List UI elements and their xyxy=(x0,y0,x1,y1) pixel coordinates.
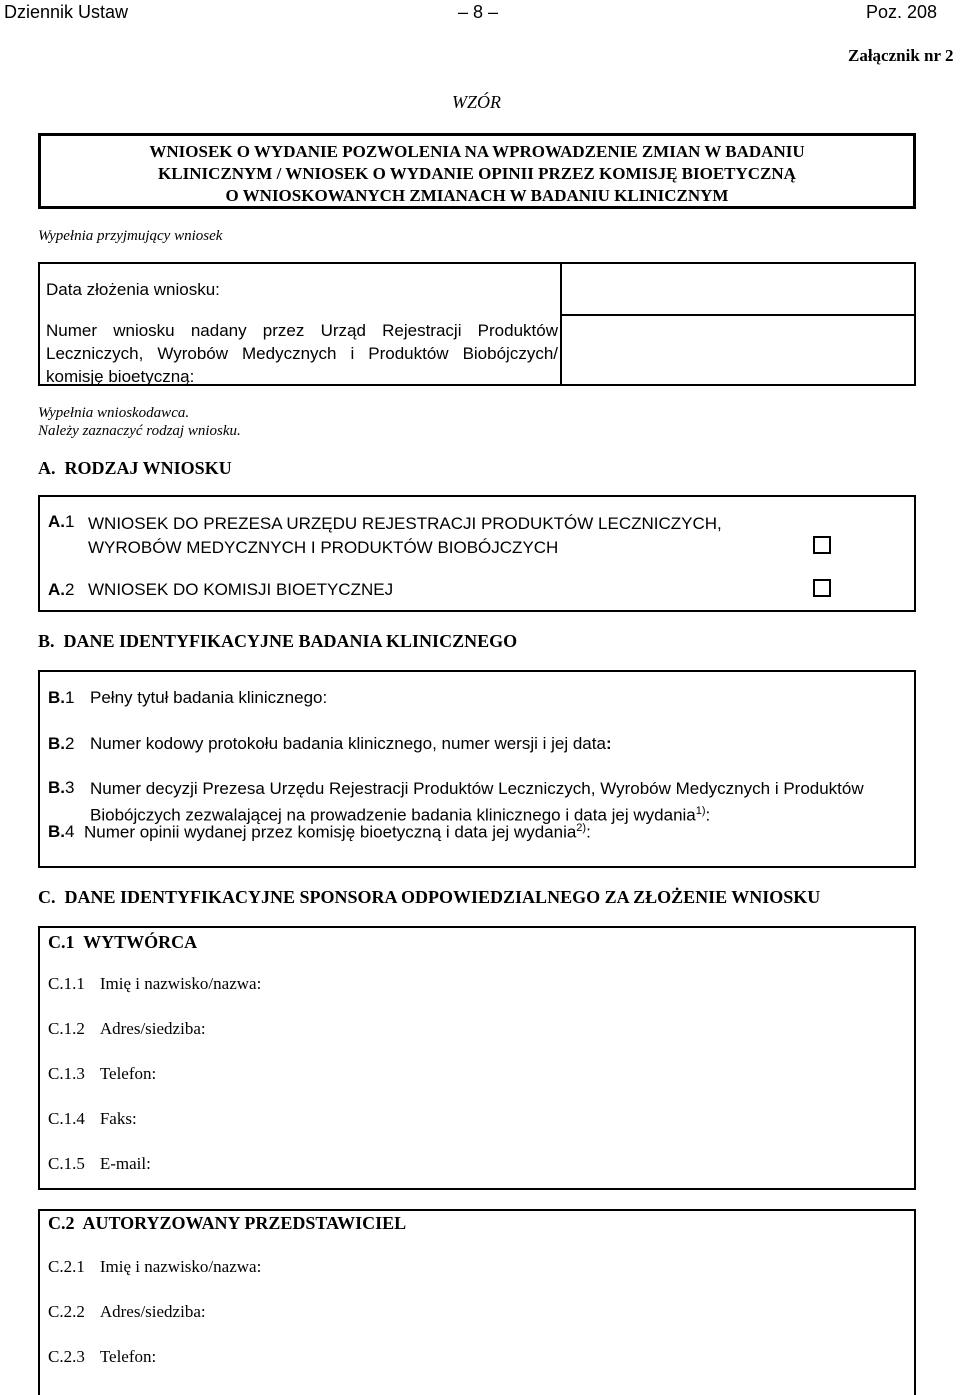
section-a-heading xyxy=(38,458,232,479)
template-label: WZÓR xyxy=(452,92,501,112)
c1-field-label: Faks: xyxy=(99,1109,137,1128)
b1-number-prefix: B. xyxy=(48,688,65,707)
c1-heading: C.1 WYTWÓRCA xyxy=(48,932,198,952)
applicant-note-line-1: Wypełnia wnioskodawca. xyxy=(38,405,190,421)
c1-field-row[interactable] xyxy=(48,1064,908,1084)
section-b-title: DANE IDENTYFIKACYJNE BADANIA KLINICZNEGO xyxy=(63,631,518,651)
b3-number xyxy=(48,778,74,798)
c2-field-number: C.2.2 xyxy=(48,1302,85,1321)
b4-label-colon: : xyxy=(586,822,591,842)
footnote-1-marker: 1) xyxy=(695,805,706,817)
section-b-heading xyxy=(38,631,517,652)
c2-field-label: Adres/siedziba: xyxy=(99,1302,206,1321)
b1-number-suffix: 1 xyxy=(65,688,75,707)
b2-label-colon: : xyxy=(605,734,612,753)
date-field[interactable] xyxy=(564,266,912,312)
c1-field-row[interactable] xyxy=(48,1154,908,1174)
c2-field-row[interactable] xyxy=(48,1347,908,1367)
date-label: Data złożenia wniosku: xyxy=(46,280,220,299)
b3-label-line-2-text: Biobójczych zezwalającej na prowadzenie badania klinicznego i data jej wydania xyxy=(90,805,696,825)
c1-field-number: C.1.2 xyxy=(48,1019,85,1038)
b4-label xyxy=(84,822,591,843)
c1-field-row[interactable] xyxy=(48,1019,908,1039)
a1-number-suffix: 1 xyxy=(65,512,75,531)
section-c-title: DANE IDENTYFIKACYJNE SPONSORA ODPOWIEDZIALNEGO ZA ZŁOŻENIE WNIOSKU xyxy=(64,887,821,907)
section-a-title: RODZAJ WNIOSKU xyxy=(64,458,232,478)
number-label-line-3: komisję bioetyczną: xyxy=(46,367,195,386)
a2-text: WNIOSEK DO KOMISJI BIOETYCZNEJ xyxy=(88,580,394,599)
journal-name: Dziennik Ustaw xyxy=(4,2,129,22)
a1-text xyxy=(88,512,722,560)
b4-number-prefix: B. xyxy=(48,822,65,841)
title-line-1: WNIOSEK O WYDANIE POZWOLENIA NA WPROWADZENIE ZMIAN W BADANIU xyxy=(149,142,805,161)
c2-field-row[interactable] xyxy=(48,1302,908,1322)
c1-field-number: C.1.4 xyxy=(48,1109,85,1128)
c1-field-row[interactable] xyxy=(48,1109,908,1129)
a1-text-line-2: WYROBÓW MEDYCZNYCH I PRODUKTÓW BIOBÓJCZYCH xyxy=(88,538,559,557)
receiver-hline xyxy=(560,314,914,316)
applicant-note-line-2: Należy zaznaczyć rodzaj wniosku. xyxy=(38,423,241,439)
b3-label-colon: : xyxy=(705,805,711,825)
title-line-3: O WNIOSKOWANYCH ZMIANACH W BADANIU KLINICZNYM xyxy=(225,186,729,205)
section-c-number: C. xyxy=(38,887,56,907)
position-number: Poz. 208 xyxy=(866,2,938,22)
b1-label: Pełny tytuł badania klinicznego: xyxy=(90,688,328,707)
c2-field-number: C.2.3 xyxy=(48,1347,85,1366)
number-label-line-1: Numer wniosku nadany przez Urząd Rejestracji Produktów xyxy=(46,321,558,340)
a1-number-prefix: A. xyxy=(48,512,65,531)
a1-checkbox[interactable] xyxy=(813,536,831,554)
b2-number-suffix: 2 xyxy=(65,734,75,753)
number-label-line-2: Leczniczych, Wyrobów Medycznych i Produktów Biobójczych/ xyxy=(46,344,558,363)
b3-label xyxy=(90,778,864,827)
c1-field-label: Adres/siedziba: xyxy=(99,1019,206,1038)
b3-number-suffix: 3 xyxy=(65,778,75,797)
c1-box xyxy=(38,926,916,1190)
b2-label-text: Numer kodowy protokołu badania klinicznego, numer wersji i jej data xyxy=(90,734,606,753)
receiver-box xyxy=(38,262,916,386)
b2-number-prefix: B. xyxy=(48,734,65,753)
c1-field-label: Telefon: xyxy=(99,1064,157,1083)
c2-field-row[interactable] xyxy=(48,1257,908,1277)
c1-field-number: C.1.5 xyxy=(48,1154,85,1173)
section-a-box xyxy=(38,495,916,612)
section-c-heading xyxy=(38,887,820,908)
section-b-number: B. xyxy=(38,631,55,651)
a1-number xyxy=(48,512,74,532)
receiver-divider xyxy=(560,264,562,384)
title-box xyxy=(38,133,916,209)
c1-field-number: C.1.3 xyxy=(48,1064,85,1083)
annex-label: Załącznik nr 2 xyxy=(848,46,954,65)
c2-field-label: Imię i nazwisko/nazwa: xyxy=(99,1257,262,1276)
section-a-number: A. xyxy=(38,458,56,478)
b2-number xyxy=(48,734,74,754)
title-line-2: KLINICZNYM / WNIOSEK O WYDANIE OPINII PRZEZ KOMISJĘ BIOETYCZNĄ xyxy=(158,164,796,183)
c1-field-row[interactable] xyxy=(48,974,908,994)
applicant-note xyxy=(38,404,241,440)
number-label xyxy=(46,319,558,388)
b2-label xyxy=(90,734,612,754)
c2-field-label: Telefon: xyxy=(99,1347,157,1366)
b3-label-line-1: Numer decyzji Prezesa Urzędu Rejestracji Produktów Leczniczych, Wyrobów Medycznych i Produktów xyxy=(90,779,864,798)
a2-number-suffix: 2 xyxy=(65,580,75,599)
c1-field-label: Imię i nazwisko/nazwa: xyxy=(99,974,262,993)
section-b-box xyxy=(38,670,916,868)
c2-box xyxy=(38,1209,916,1395)
a1-text-line-1: WNIOSEK DO PREZESA URZĘDU REJESTRACJI PRODUKTÓW LECZNICZYCH, xyxy=(88,514,722,533)
c1-field-number: C.1.1 xyxy=(48,974,85,993)
b4-number-suffix: 4 xyxy=(65,822,75,841)
b4-label-text: Numer opinii wydanej przez komisję bioetyczną i data jej wydania xyxy=(84,822,577,842)
application-number-field[interactable] xyxy=(564,318,912,382)
b1-number xyxy=(48,688,74,708)
footnote-2-marker: 2) xyxy=(576,822,587,834)
a2-number xyxy=(48,580,74,600)
a2-checkbox[interactable] xyxy=(813,579,831,597)
b3-number-prefix: B. xyxy=(48,778,65,797)
form-title xyxy=(41,141,913,207)
b4-number xyxy=(48,822,74,842)
a2-number-prefix: A. xyxy=(48,580,65,599)
receiver-note: Wypełnia przyjmujący wniosek xyxy=(38,228,223,244)
c2-heading: C.2 AUTORYZOWANY PRZEDSTAWICIEL xyxy=(48,1213,407,1233)
c2-field-number: C.2.1 xyxy=(48,1257,85,1276)
page-number: – 8 – xyxy=(458,2,499,22)
c1-field-label: E-mail: xyxy=(99,1154,151,1173)
